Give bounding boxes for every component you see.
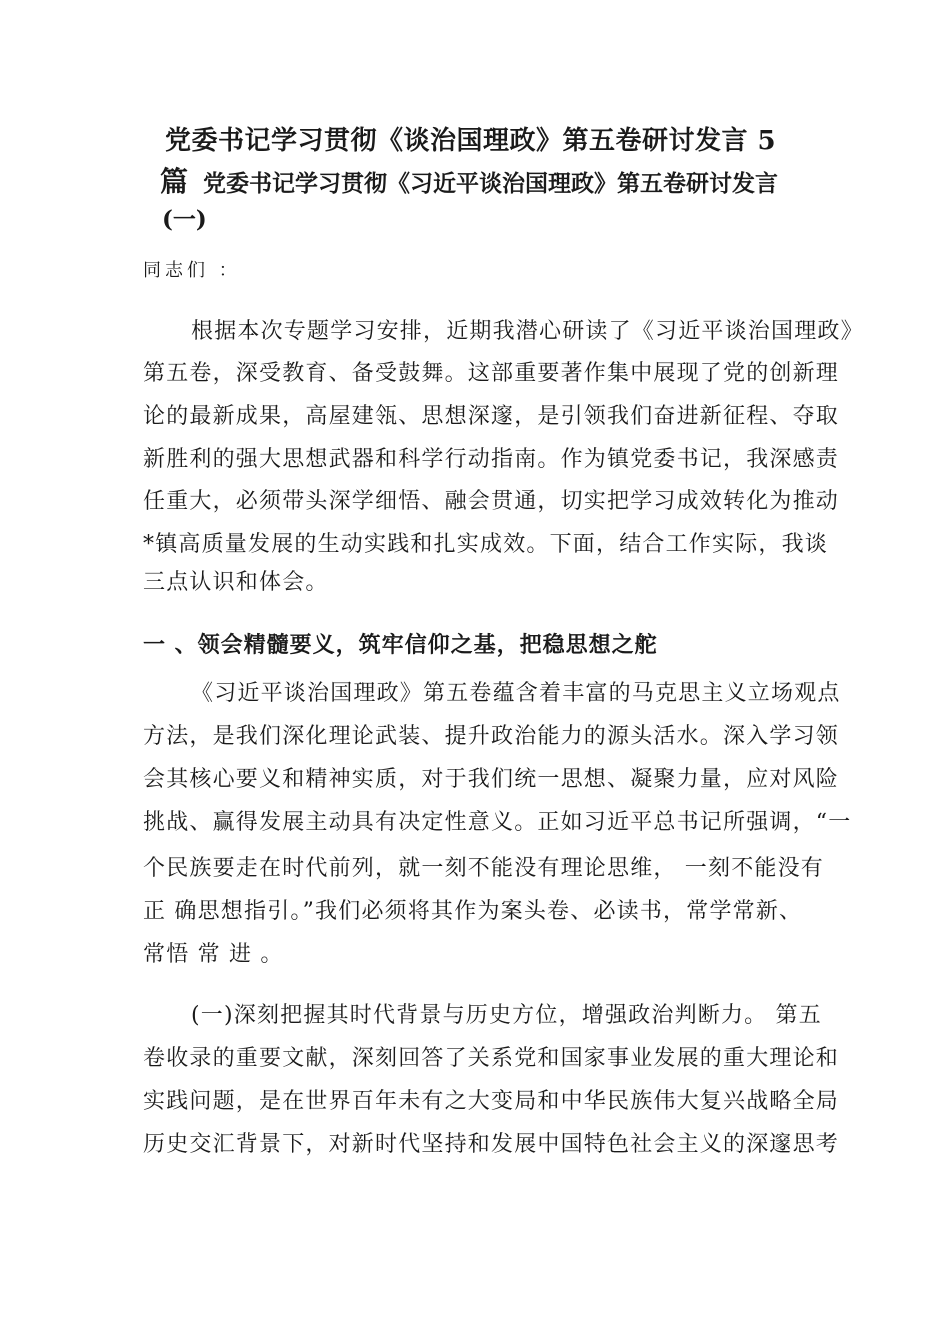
intro-line: *镇高质量发展的生动实践和扎实成效。下面，结合工作实际，我谈 [143, 532, 829, 557]
doc-title-line-1: 党委书记学习贯彻《谈治国理政》第五卷研讨发言 5 [165, 126, 777, 156]
section1-line: 正 确思想指引。”我们必须将其作为案头卷、必读书，常学常新、 [143, 899, 803, 924]
subsection1-line: 历史交汇背景下，对新时代坚持和发展中国特色社会主义的深邃思考 [143, 1132, 840, 1157]
intro-line: 三点认识和体会。 [143, 570, 329, 595]
intro-line: 根据本次专题学习安排，近期我潜心研读了《习近平谈治国理政》 [191, 319, 864, 344]
section1-line: 会其核心要义和精神实质，对于我们统一思想、凝聚力量，应对风险 [143, 767, 840, 792]
section1-line: 挑战、赢得发展主动具有决定性意义。正如习近平总书记所强调，“一 [143, 810, 852, 835]
section1-line: 《习近平谈治国理政》第五卷蕴含着丰富的马克思主义立场观点 [191, 681, 841, 706]
subsection1-line: 实践问题，是在世界百年未有之大变局和中华民族伟大复兴战略全局 [143, 1089, 840, 1114]
intro-line: 任重大，必须带头深学细悟、融会贯通，切实把学习成效转化为推动 [143, 489, 840, 514]
intro-line: 第五卷，深受教育、备受鼓舞。这部重要著作集中展现了党的创新理 [143, 361, 840, 386]
subsection1-line: 卷收录的重要文献，深刻回答了关系党和国家事业发展的重大理论和 [143, 1046, 840, 1071]
section1-line: 常悟 常 进 。 [143, 942, 284, 967]
doc-title-line-2: 党委书记学习贯彻《习近平谈治国理政》第五卷研讨发言 [203, 170, 778, 197]
doc-title-line-3: (一) [162, 206, 207, 233]
subsection1-line: (一)深刻把握其时代背景与历史方位，增强政治判断力。 第五 [191, 1003, 822, 1028]
section1-line: 个民族要走在时代前列，就一刻不能没有理论思维， 一刻不能没有 [143, 856, 824, 881]
salutation: 同志们 ： [143, 260, 241, 281]
section-heading-1: 一 、领会精髓要义，筑牢信仰之基，把稳思想之舵 [143, 632, 658, 658]
section1-line: 方法，是我们深化理论武装、提升政治能力的源头活水。深入学习领 [143, 724, 840, 749]
doc-title-pian: 篇 [160, 165, 189, 198]
intro-line: 论的最新成果，高屋建瓴、思想深邃，是引领我们奋进新征程、夺取 [143, 404, 840, 429]
intro-line: 新胜利的强大思想武器和科学行动指南。作为镇党委书记，我深感责 [143, 447, 840, 472]
